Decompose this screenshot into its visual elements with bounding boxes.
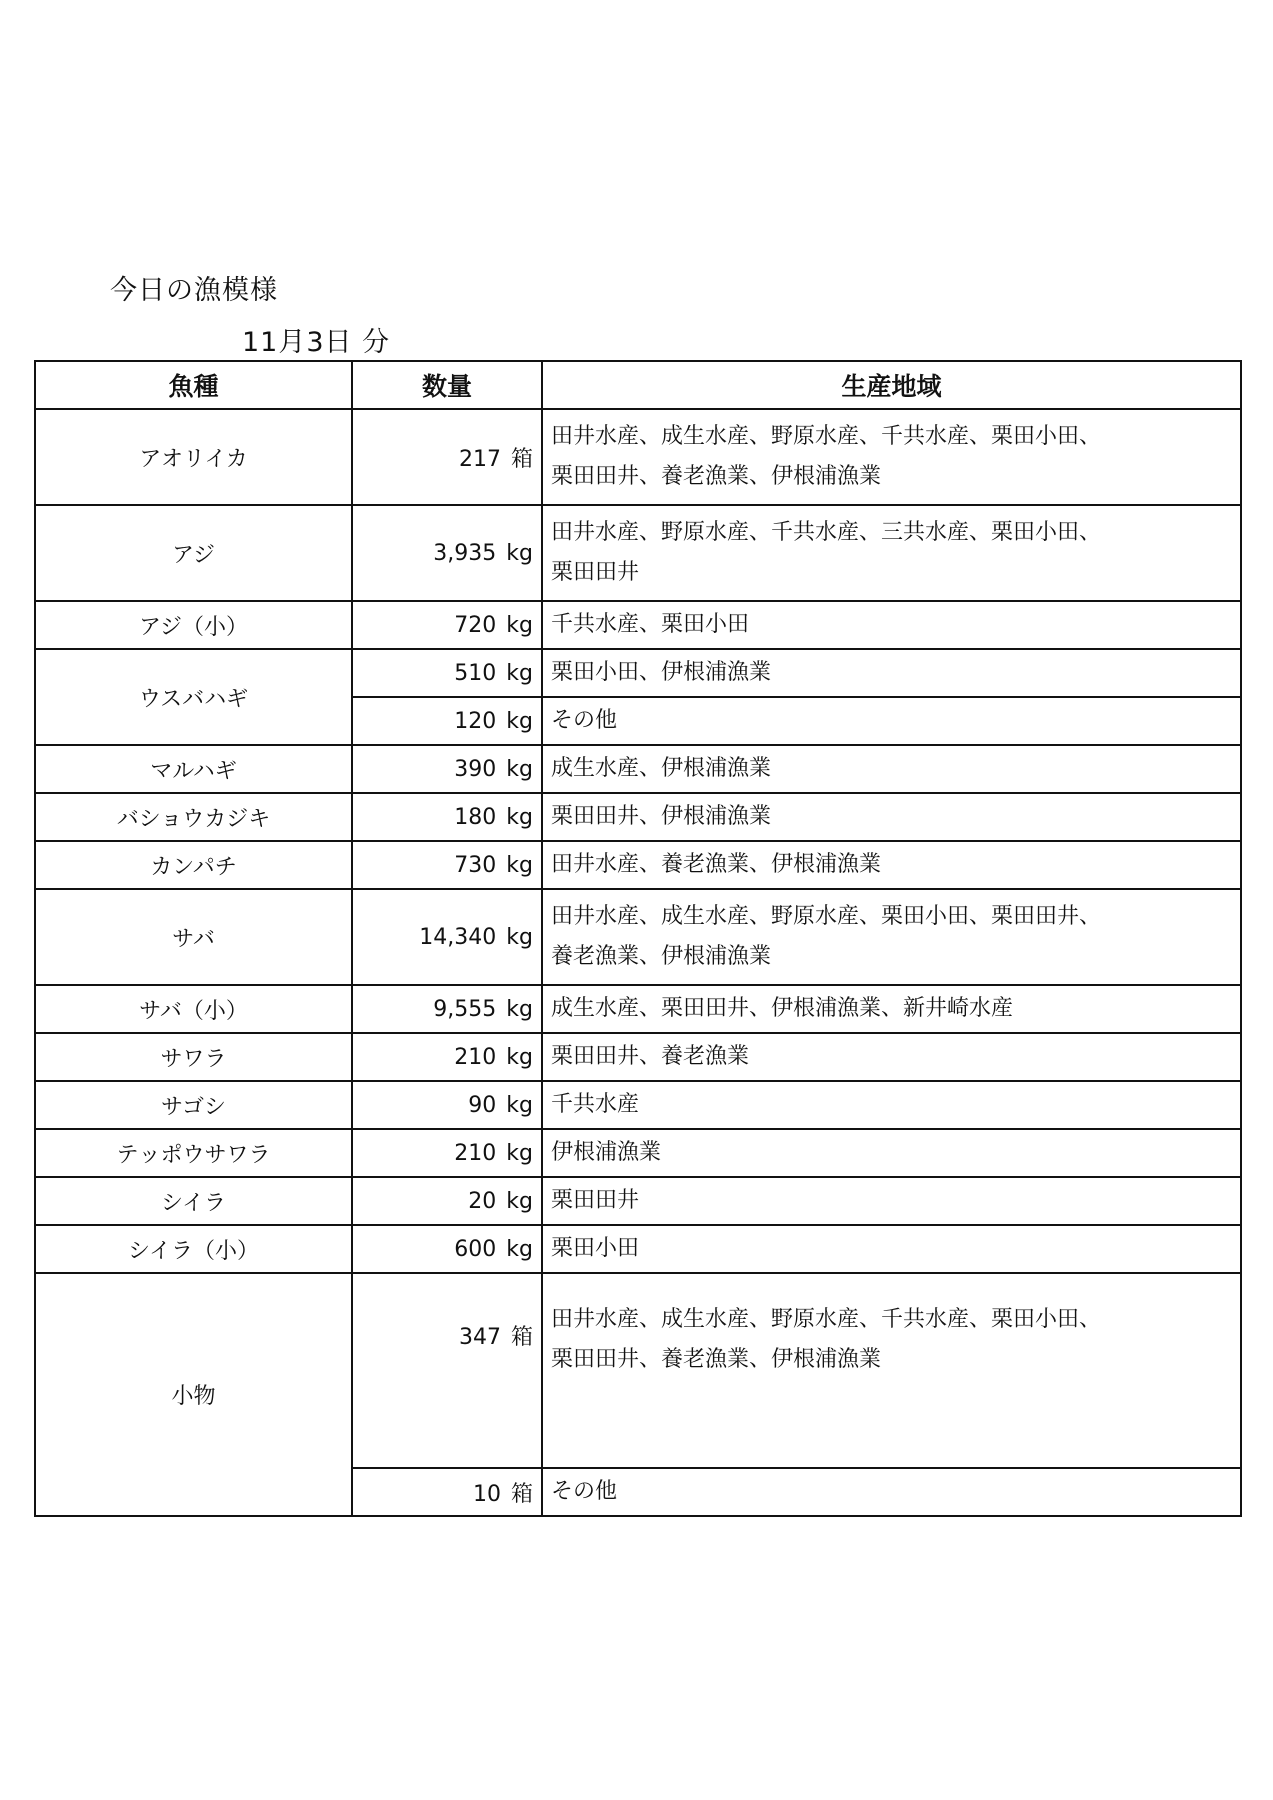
- quantity: [352, 889, 542, 985]
- region: 栗田田井、養老漁業: [542, 1033, 1241, 1081]
- unit: kg: [506, 612, 533, 638]
- fish-name: バショウカジキ: [35, 793, 352, 841]
- quantity: [352, 1177, 542, 1225]
- unit: kg: [506, 996, 533, 1022]
- amount: 10: [472, 1481, 501, 1507]
- table-row: [35, 1033, 1241, 1081]
- amount: 390: [454, 756, 497, 782]
- region: 千共水産: [542, 1081, 1241, 1129]
- region: 栗田田井、伊根浦漁業: [542, 793, 1241, 841]
- amount: 20: [468, 1188, 497, 1214]
- quantity: [352, 1129, 542, 1177]
- catch-table: [34, 360, 1242, 1517]
- fish-name: マルハギ: [35, 745, 352, 793]
- quantity: [352, 841, 542, 889]
- fish-name: サバ（小）: [35, 985, 352, 1033]
- unit: 箱: [510, 1481, 533, 1507]
- table-row: [35, 505, 1241, 601]
- table-row: [35, 745, 1241, 793]
- table-header-row: [35, 361, 1241, 409]
- fish-name: 小物: [35, 1273, 352, 1516]
- unit: kg: [506, 756, 533, 782]
- unit: 箱: [510, 446, 533, 472]
- table-row: [35, 649, 1241, 697]
- unit: kg: [506, 660, 533, 686]
- unit: kg: [506, 1044, 533, 1070]
- region: 千共水産、栗田小田: [542, 601, 1241, 649]
- region: 成生水産、伊根浦漁業: [542, 745, 1241, 793]
- fish-name: テッポウサワラ: [35, 1129, 352, 1177]
- unit: kg: [506, 1188, 533, 1214]
- table-row: [35, 601, 1241, 649]
- fish-name: アジ（小）: [35, 601, 352, 649]
- quantity: [352, 1081, 542, 1129]
- quantity: [352, 409, 542, 505]
- amount: 347: [458, 1325, 501, 1350]
- header-fish: 魚種: [35, 361, 352, 409]
- fish-name: シイラ（小）: [35, 1225, 352, 1273]
- fish-name: サバ: [35, 889, 352, 985]
- region: 田井水産、養老漁業、伊根浦漁業: [542, 841, 1241, 889]
- region: 田井水産、成生水産、野原水産、千共水産、栗田小田、 栗田田井、養老漁業、伊根浦漁業: [542, 409, 1241, 505]
- region: その他: [542, 697, 1241, 745]
- amount: 9,555: [433, 996, 497, 1022]
- header-quantity: 数量: [352, 361, 542, 409]
- unit: kg: [506, 540, 533, 566]
- fish-name: アオリイカ: [35, 409, 352, 505]
- amount: 120: [454, 708, 497, 734]
- region: 田井水産、成生水産、野原水産、栗田小田、栗田田井、 養老漁業、伊根浦漁業: [542, 889, 1241, 985]
- unit: kg: [506, 708, 533, 734]
- amount: 217: [458, 446, 501, 472]
- table-row: [35, 889, 1241, 985]
- table-row: [35, 1273, 1241, 1468]
- quantity: [352, 697, 542, 745]
- table-row: [35, 1129, 1241, 1177]
- table-row: [35, 985, 1241, 1033]
- quantity: [352, 1468, 542, 1516]
- report-date: 11月3日 分: [242, 327, 391, 358]
- quantity: [352, 505, 542, 601]
- region: 伊根浦漁業: [542, 1129, 1241, 1177]
- fish-name: アジ: [35, 505, 352, 601]
- quantity: [352, 649, 542, 697]
- table-row: [35, 793, 1241, 841]
- table-row: [35, 841, 1241, 889]
- quantity: [352, 793, 542, 841]
- quantity: [352, 985, 542, 1033]
- amount: 210: [454, 1140, 497, 1166]
- table-row: [35, 1081, 1241, 1129]
- region: その他: [542, 1468, 1241, 1516]
- table-row: [35, 409, 1241, 505]
- fish-name: サゴシ: [35, 1081, 352, 1129]
- region: 栗田小田、伊根浦漁業: [542, 649, 1241, 697]
- region: 栗田田井: [542, 1177, 1241, 1225]
- quantity: [352, 1225, 542, 1273]
- amount: 210: [454, 1044, 497, 1070]
- amount: 720: [454, 612, 497, 638]
- unit: kg: [506, 1236, 533, 1262]
- region: 栗田小田: [542, 1225, 1241, 1273]
- unit: kg: [506, 1092, 533, 1118]
- quantity: [352, 1273, 542, 1468]
- page-title: 今日の漁模様: [110, 275, 278, 306]
- quantity: [352, 1033, 542, 1081]
- amount: 3,935: [433, 540, 497, 566]
- region: 成生水産、栗田田井、伊根浦漁業、新井崎水産: [542, 985, 1241, 1033]
- fish-name: シイラ: [35, 1177, 352, 1225]
- quantity: [352, 601, 542, 649]
- unit: kg: [506, 804, 533, 830]
- fish-name: カンパチ: [35, 841, 352, 889]
- region: 田井水産、成生水産、野原水産、千共水産、栗田小田、 栗田田井、養老漁業、伊根浦漁業: [542, 1273, 1241, 1468]
- amount: 600: [454, 1236, 497, 1262]
- amount: 180: [454, 804, 497, 830]
- table-row: [35, 1177, 1241, 1225]
- amount: 730: [454, 852, 497, 878]
- header-region: 生産地域: [542, 361, 1241, 409]
- amount: 90: [468, 1092, 497, 1118]
- amount: 14,340: [419, 924, 497, 950]
- unit: kg: [506, 1140, 533, 1166]
- amount: 510: [454, 660, 497, 686]
- fish-name: サワラ: [35, 1033, 352, 1081]
- quantity: [352, 745, 542, 793]
- region: 田井水産、野原水産、千共水産、三共水産、栗田小田、 栗田田井: [542, 505, 1241, 601]
- fish-name: ウスバハギ: [35, 649, 352, 745]
- unit: 箱: [510, 1325, 533, 1350]
- unit: kg: [506, 924, 533, 950]
- unit: kg: [506, 852, 533, 878]
- table-row: [35, 1225, 1241, 1273]
